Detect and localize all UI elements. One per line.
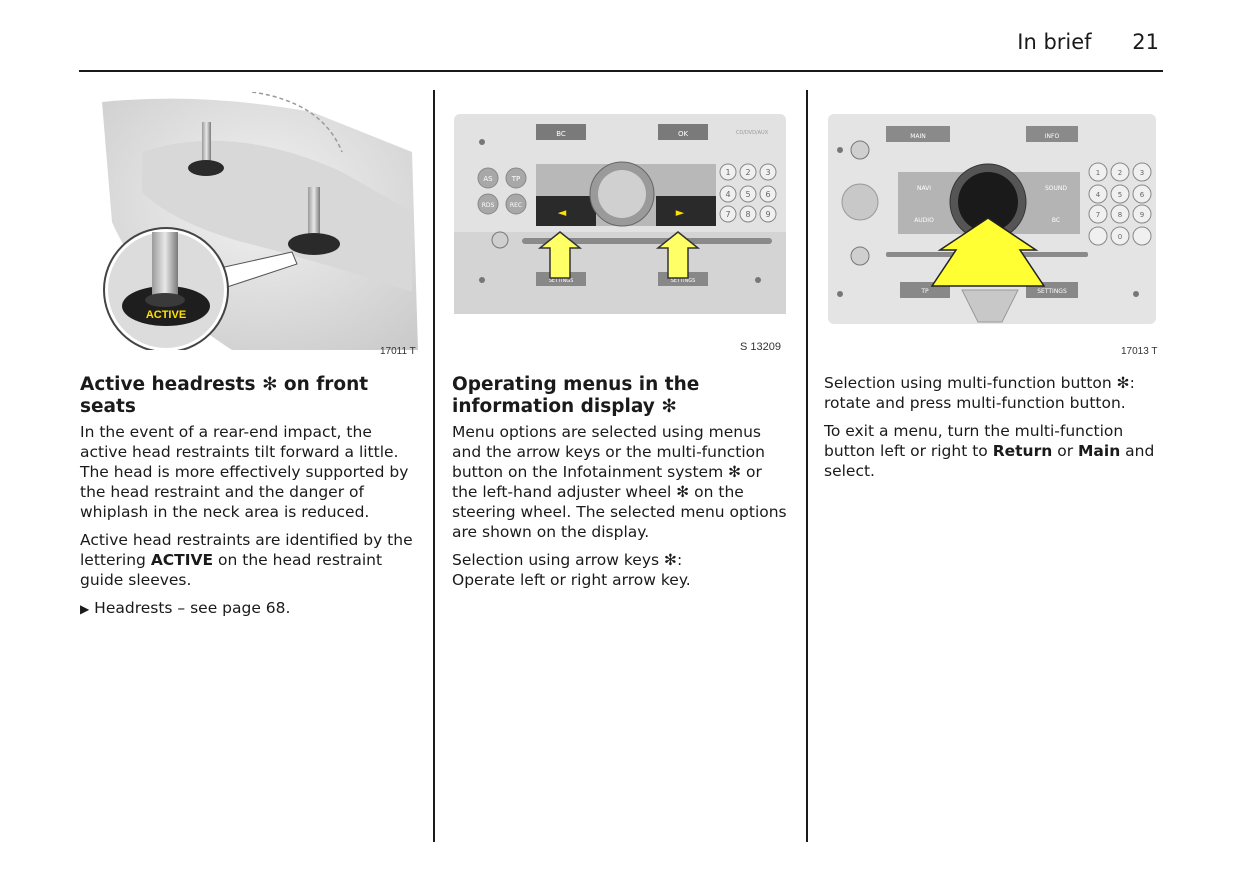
exit-text-start: To exit a menu, turn the multi-function button left or right to bbox=[824, 422, 1124, 460]
fig3-navi-label: NAVI bbox=[916, 185, 932, 192]
headrest-illustration bbox=[82, 92, 418, 350]
svg-text:►: ► bbox=[675, 206, 685, 219]
operating-menus-paragraph-1: Menu options are selected using menus and the arrow keys or the multi-function button on the Infotainment system ✻ or the left-hand adjuster wheel ✻ on the steering wheel. The selected menu options are shown on the display. bbox=[452, 423, 787, 541]
fig3-tp-label: TP bbox=[921, 288, 929, 295]
fig2-digit-6: 6 bbox=[765, 190, 771, 199]
svg-text:◄: ◄ bbox=[557, 206, 567, 219]
reference-arrow-icon: ▶ bbox=[80, 602, 90, 616]
fig2-digit-1: 1 bbox=[725, 168, 731, 177]
main-keyword: Main bbox=[1078, 442, 1121, 460]
fig2-cd-label: CD/DVD/AUX bbox=[735, 130, 769, 136]
fig2-settings-right-label: SETTINGS bbox=[670, 278, 696, 284]
multi-function-line-2: rotate and press multi-function button. bbox=[824, 394, 1126, 412]
column-multi-function bbox=[824, 373, 1164, 489]
figure-code-1: 17011 T bbox=[380, 346, 416, 357]
arrow-keys-line-2: Operate left or right arrow key. bbox=[452, 571, 691, 589]
fig3-bc-label: BC bbox=[1051, 217, 1061, 224]
fig3-digit-5: 5 bbox=[1117, 191, 1123, 199]
active-headrests-paragraph-1: In the event of a rear-end impact, the active head restraints tilt forward a little. The head is more effectively supported by the head restraint and the danger of whiplash in the neck area is reduced. bbox=[80, 423, 409, 521]
fig3-digit-7: 7 bbox=[1095, 211, 1101, 219]
fig3-digit-4: 4 bbox=[1095, 191, 1101, 199]
fig2-rec-label: REC bbox=[509, 202, 523, 209]
fig2-ok-label: OK bbox=[677, 130, 689, 138]
fig2-settings-left-label: SETTINGS bbox=[548, 278, 574, 284]
fig3-audio-label: AUDIO bbox=[914, 217, 934, 224]
active-lettering: ACTIVE bbox=[145, 309, 187, 321]
fig2-bc-label: BC bbox=[556, 130, 566, 138]
fig3-digit-8: 8 bbox=[1117, 211, 1123, 219]
fig2-digit-7: 7 bbox=[725, 210, 731, 219]
fig2-tp-label: TP bbox=[511, 175, 521, 183]
p2-text-end: on the head restraint guide sleeves. bbox=[80, 551, 383, 589]
multi-function-line-1: Selection using multi-function button ✻: bbox=[824, 374, 1135, 392]
column-active-headrests bbox=[80, 374, 420, 627]
fig2-digit-5: 5 bbox=[745, 190, 751, 199]
active-keyword: ACTIVE bbox=[150, 551, 214, 569]
headrests-cross-reference bbox=[80, 598, 420, 619]
fig3-sound-label: SOUND bbox=[1044, 185, 1068, 192]
multi-function-instruction bbox=[824, 373, 1164, 413]
fig2-digit-3: 3 bbox=[765, 168, 771, 177]
fig3-settings-label: SETTINGS bbox=[1037, 288, 1067, 295]
fig3-digit-3: 3 bbox=[1139, 169, 1145, 177]
arrow-keys-instruction bbox=[452, 550, 792, 590]
page-header bbox=[1017, 30, 1159, 54]
column-divider-1 bbox=[433, 90, 435, 842]
fig3-main-label: MAIN bbox=[910, 133, 926, 140]
operating-menus-heading: Operating menus in the information display ✻ bbox=[452, 374, 700, 417]
fig3-digit-0: 0 bbox=[1117, 233, 1123, 241]
return-keyword: Return bbox=[992, 442, 1053, 460]
header-rule bbox=[79, 70, 1163, 72]
figure-code-2: S 13209 bbox=[740, 341, 781, 353]
fig2-rds-label: RDS bbox=[481, 202, 495, 209]
arrow-keys-line-1: Selection using arrow keys ✻: bbox=[452, 551, 683, 569]
fig3-digit-1: 1 bbox=[1095, 169, 1101, 177]
section-title: In brief bbox=[1017, 30, 1092, 54]
fig2-as-label: AS bbox=[483, 175, 493, 183]
fig2-digit-8: 8 bbox=[745, 210, 751, 219]
multi-function-button-illustration bbox=[826, 110, 1158, 340]
fig2-digit-2: 2 bbox=[745, 168, 751, 177]
p2-text-start: Active head restraints are identified by the lettering bbox=[80, 531, 413, 569]
exit-text-mid: or bbox=[1052, 442, 1078, 460]
infotainment-arrow-keys-illustration bbox=[452, 112, 788, 344]
fig2-digit-4: 4 bbox=[725, 190, 731, 199]
active-headrests-heading: Active headrests ✻ on front seats bbox=[80, 374, 369, 417]
column-divider-2 bbox=[806, 90, 808, 842]
fig2-digit-9: 9 bbox=[765, 210, 771, 219]
figure-code-3: 17013 T bbox=[1121, 346, 1158, 357]
column-operating-menus bbox=[452, 374, 792, 598]
active-headrests-paragraph-2 bbox=[80, 530, 420, 590]
fig3-digit-6: 6 bbox=[1139, 191, 1145, 199]
fig3-info-label: INFO bbox=[1044, 133, 1060, 140]
fig3-digit-2: 2 bbox=[1117, 169, 1123, 177]
exit-text-end: and select. bbox=[824, 442, 1155, 480]
page-number: 21 bbox=[1132, 30, 1159, 54]
fig3-digit-9: 9 bbox=[1139, 211, 1145, 219]
exit-menu-instruction bbox=[824, 421, 1164, 481]
headrests-reference-text: Headrests – see page 68. bbox=[89, 599, 291, 617]
